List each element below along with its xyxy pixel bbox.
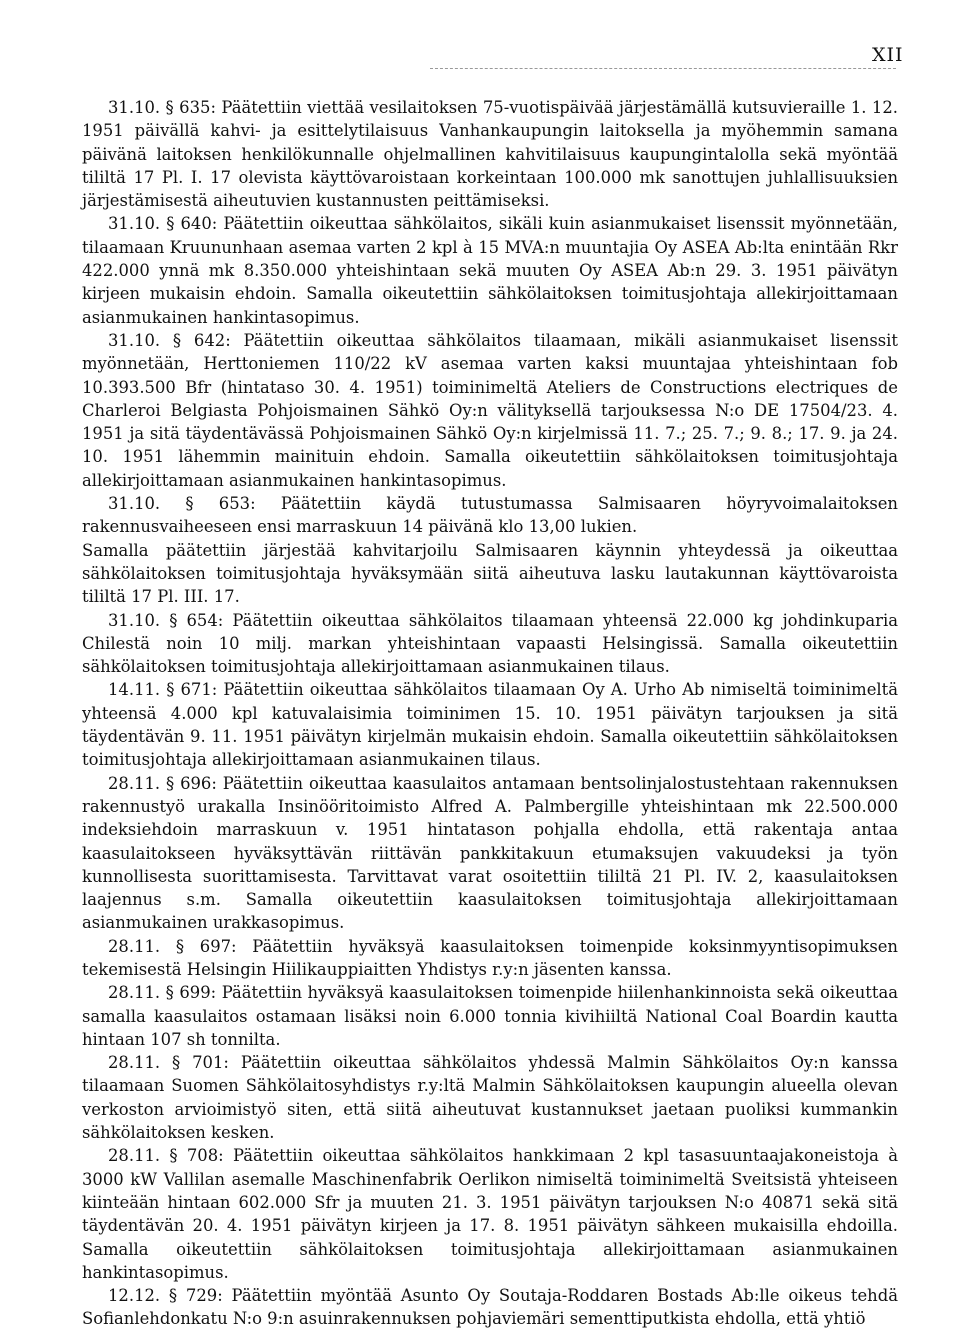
paragraph-654: 31.10. § 654: Päätettiin oikeuttaa sähkölaitos tilaamaan yhteensä 22.000 kg johdinkuparia Chilestä noin 10 milj. markan yhteishintaan vapaasti Helsingissä. Samalla oikeutettiin sähkölaitoksen toimitusjohtaja allekirjoittamaan asianmukainen tilaus.	[82, 610, 898, 677]
paragraph-696: 28.11. § 696: Päätettiin oikeuttaa kaasulaitos antamaan bentsolinjalostustehtaan rakennuksen rakennustyö urakalla Insinööritoimisto Alfred A. Palmbergille yhteishintaan mk 22.500.000 indeksiehdoin marraskuun v. 1951 hintatason pohjalla ehdolla, että rakentaja antaa kaasulaitokseen hyväksyttävän riittävän pankkitakuun etumaksujen vakuudeksi ja työn kunnollisesta suorittamisesta. Tarvittavat varat osoitettiin tililtä 21 Pl. IV. 2, kaasulaitoksen laajennus s.m. Samalla oikeutettiin kaasulaitoksen toimitusjohtaja allekirjoittamaan asianmukainen urakkasopimus.	[82, 773, 898, 933]
paragraph-653-continued: Samalla päätettiin järjestää kahvitarjoilu Salmisaaren käynnin yhteydessä ja oikeuttaa sähkölaitoksen toimitusjohtaja hyväksymään siitä aiheutuva lasku lautakunnan käyttövaroista tililtä 17 Pl. III. 17.	[82, 540, 898, 607]
page-number: XII	[872, 44, 904, 66]
paragraph-697: 28.11. § 697: Päätettiin hyväksyä kaasulaitoksen toimenpide koksinmyyntisopimuksen tekemisestä Helsingin Hiilikauppiaitten Yhdistys r.y:n jäsenten kanssa.	[82, 936, 898, 979]
paragraph-653: 31.10. § 653: Päätettiin käydä tutustumassa Salmisaaren höyryvoimalaitoksen rakennusvaiheeseen ensi marraskuun 14 päivänä klo 13,00 lukien.	[82, 494, 898, 537]
paragraph-635: 31.10. § 635: Päätettiin viettää vesilaitoksen 75-vuotispäivää järjestämällä kutsuvieraille 1. 12. 1951 päivällä kahvi- ja esittelytilaisuus Vanhankaupungin laitoksella ja myöhemmin samana päivänä laitoksen henkilökunnalle ohjelmallinen kahvitilaisuus kaupungintalolla sekä myöntää tililtä 17 Pl. I. 17 olevista käyttövaroistaan korkeintaan 100.000 mk sanottujen juhlallisuuksien järjestämisestä aiheutuvien kustannusten peittämiseksi.	[82, 98, 898, 211]
paragraph-708: 28.11. § 708: Päätettiin oikeuttaa sähkölaitos hankkimaan 2 kpl tasasuuntaajakoneistoja à 3000 kW Vallilan asemalle Maschinenfabrik Oerlikon nimiseltä toiminimeltä Sveitsistä yhteiseen kiinteään hintaan 602.000 Sfr ja muuten 21. 3. 1951 päivätyn tarjouksen N:o 40871 sekä sitä täydentävän 20. 4. 1951 päivätyn kirjeen ja 17. 8. 1951 päivätyn sähkeen mukaisilla ehdoilla. Samalla oikeutettiin sähkölaitoksen toimitusjohtaja allekirjoittamaan asianmukainen hankintasopimus.	[82, 1146, 898, 1282]
header-rule	[430, 68, 896, 69]
paragraph-671: 14.11. § 671: Päätettiin oikeuttaa sähkölaitos tilaamaan Oy A. Urho Ab nimiseltä toiminimeltä yhteensä 4.000 kpl katuvalaisimia toiminimen 15. 10. 1951 päivätyn tarjouksen ja sitä täydentävän 9. 11. 1951 päivätyn kirjelmän mukaisin ehdoin. Samalla oikeutettiin sähkölaitoksen toimitusjohtaja allekirjoittamaan asianmukainen tilaus.	[82, 680, 898, 770]
paragraph-642: 31.10. § 642: Päätettiin oikeuttaa sähkölaitos tilaamaan, mikäli asianmukaiset lisenssit myönnetään, Herttoniemen 110/22 kV asemaa varten kaksi muuntajaa yhteishintaan fob 10.393.500 Bfr (hintataso 30. 4. 1951) toiminimeltä Ateliers de Constructions electriques de Charleroi Belgiasta Pohjoismainen Sähkö Oy:n välityksellä tarjouksessa N:o DE 17504/23. 4. 1951 ja sitä täydentävässä Pohjoismainen Sähkö Oy:n kirjelmissä 11. 7.; 25. 7.; 9. 8.; 17. 9. ja 24. 10. 1951 lähemmin mainituin ehdoin. Samalla oikeutettiin sähkölaitoksen toimitusjohtaja allekirjoittamaan asianmukainen hankintasopimus.	[82, 330, 898, 490]
paragraph-729: 12.12. § 729: Päätettiin myöntää Asunto Oy Soutaja-Roddaren Bostads Ab:lle oikeus tehdä Sofianlehdonkatu N:o 9:n asuinrakennuksen pohjaviemäri sementtiputkista ehdolla, että yhtiö	[82, 1286, 898, 1329]
paragraph-640: 31.10. § 640: Päätettiin oikeuttaa sähkölaitos, sikäli kuin asianmukaiset lisenssit myönnetään, tilaamaan Kruununhaan asemaa varten 2 kpl à 15 MVA:n muuntajia Oy ASEA Ab:lta enintään Rkr 422.000 ynnä mk 8.350.000 yhteishintaan sekä muuten Oy ASEA Ab:n 29. 3. 1951 päivätyn kirjeen mukaisin ehdoin. Samalla oikeutettiin sähkölaitoksen toimitusjohtaja allekirjoittamaan asianmukainen hankintasopimus.	[82, 214, 898, 327]
paragraph-701: 28.11. § 701: Päätettiin oikeuttaa sähkölaitos yhdessä Malmin Sähkölaitos Oy:n kanssa tilaamaan Suomen Sähkölaitosyhdistys r.y:ltä Malmin Sähkölaitoksen kaupungin alueella olevan verkoston arvioimistyö siten, että siitä aiheutuvat kustannukset jaetaan puoliksi kummankin sähkölaitoksen kesken.	[82, 1053, 898, 1143]
body-text	[82, 96, 898, 1331]
paragraph-699: 28.11. § 699: Päätettiin hyväksyä kaasulaitoksen toimenpide hiilenhankinnoista sekä oikeuttaa samalla kaasulaitos ostamaan lisäksi noin 6.000 tonnia kivihiiltä National Coal Boardin kautta hintaan 107 sh tonnilta.	[82, 983, 898, 1049]
